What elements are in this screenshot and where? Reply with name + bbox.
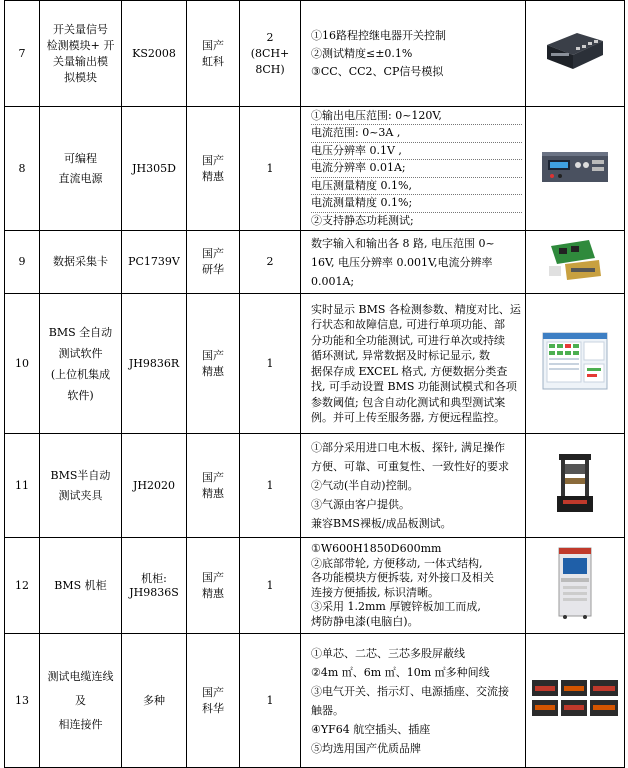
daq-card-photo xyxy=(526,231,625,294)
item-name: 开关量信号 检测模块+ 开 关量输出模 拟模块 xyxy=(40,1,122,107)
item-name: BMS 机柜 xyxy=(40,538,122,634)
origin: 国产 研华 xyxy=(187,231,240,294)
software-screenshot xyxy=(526,294,625,434)
row-number: 12 xyxy=(5,538,40,634)
quantity: 2 (8CH+ 8CH) xyxy=(240,1,301,107)
row-number: 8 xyxy=(5,107,40,231)
spec: 数字输入和输出各 8 路, 电压范围 0~ 16V, 电压分辨率 0.001V,电流分辨率 0.001A; xyxy=(301,231,526,294)
table-row xyxy=(5,1,625,107)
spec: ①部分采用进口电木板、探针, 满足操作 方便、可靠、可重复性、一致性好的要求 ②气动(半自动)控制。 ③气源由客户提供。 兼容BMS裸板/成品板测试。 xyxy=(301,434,526,538)
table-row xyxy=(5,538,625,634)
row-number: 7 xyxy=(5,1,40,107)
quantity: 1 xyxy=(240,634,301,768)
origin: 国产 虹科 xyxy=(187,1,240,107)
model: 多种 xyxy=(122,634,187,768)
model: 机柜: JH9836S xyxy=(122,538,187,634)
quantity: 1 xyxy=(240,294,301,434)
equipment-table xyxy=(4,0,625,768)
quantity: 2 xyxy=(240,231,301,294)
spec: ①W600H1850D600mm ②底部带轮, 方便移动, 一体式结构, 各功能模块方便拆装, 对外接口及相关 连接方便插拔, 标识清晰。 ③采用 1.2mm 厚镀锌板加工而成, 烤防静电漆(电脑白)。 xyxy=(301,538,526,634)
dc-power-supply-photo xyxy=(526,107,625,231)
table-row xyxy=(5,634,625,768)
spec: 实时显示 BMS 各检测参数、精度对比、运 行状态和故障信息, 可进行单项功能、部 分功能和全功能测试, 可进行单次或持续 循环测试, 异常数据及时标记显示, 数 据保存成 EXCEL 格式, 方便数据分类查 找, 可手动设置 BMS 功能测试模式和各项 参数阈值; 包含自动化测试和典型测试案 例。并可上传至服务器, 方便远程监控。 xyxy=(301,294,526,434)
quantity: 1 xyxy=(240,538,301,634)
quantity: 1 xyxy=(240,434,301,538)
cables-photo xyxy=(526,634,625,768)
model: KS2008 xyxy=(122,1,187,107)
origin: 国产 精惠 xyxy=(187,538,240,634)
origin: 国产 精惠 xyxy=(187,107,240,231)
spec: ①输出电压范围: 0~120V, 电流范围: 0~3A , 电压分辨率 0.1V , 电流分辨率 0.01A; 电压测量精度 0.1%, 电流测量精度 0.1%; ②支持静态功耗测试; xyxy=(301,107,526,231)
origin: 国产 精惠 xyxy=(187,294,240,434)
table-row xyxy=(5,294,625,434)
row-number: 11 xyxy=(5,434,40,538)
row-number: 13 xyxy=(5,634,40,768)
item-name: BMS半自动 测试夹具 xyxy=(40,434,122,538)
table-row xyxy=(5,231,625,294)
row-number: 9 xyxy=(5,231,40,294)
model: JH305D xyxy=(122,107,187,231)
origin: 国产 科华 xyxy=(187,634,240,768)
spec: ①16路程控继电器开关控制 ②测试精度≤±0.1% ③CC、CC2、CP信号模拟 xyxy=(301,1,526,107)
table-row xyxy=(5,107,625,231)
item-name: 数据采集卡 xyxy=(40,231,122,294)
row-number: 10 xyxy=(5,294,40,434)
model: PC1739V xyxy=(122,231,187,294)
relay-module-photo xyxy=(526,1,625,107)
cabinet-photo xyxy=(526,538,625,634)
origin: 国产 精惠 xyxy=(187,434,240,538)
quantity: 1 xyxy=(240,107,301,231)
test-fixture-photo xyxy=(526,434,625,538)
model: JH2020 xyxy=(122,434,187,538)
item-name: 测试电缆连线 及 相连接件 xyxy=(40,634,122,768)
table-row xyxy=(5,434,625,538)
item-name: 可编程 直流电源 xyxy=(40,107,122,231)
spec: ①单芯、二芯、三芯多股屏蔽线 ②4m ㎡、6m ㎡、10m ㎡多种间线 ③电气开关、指示灯、电源插座、交流接 触器。 ④YF64 航空插头、插座 ⑤均选用国产优质品牌 xyxy=(301,634,526,768)
item-name: BMS 全自动 测试软件 (上位机集成 软件) xyxy=(40,294,122,434)
model: JH9836R xyxy=(122,294,187,434)
